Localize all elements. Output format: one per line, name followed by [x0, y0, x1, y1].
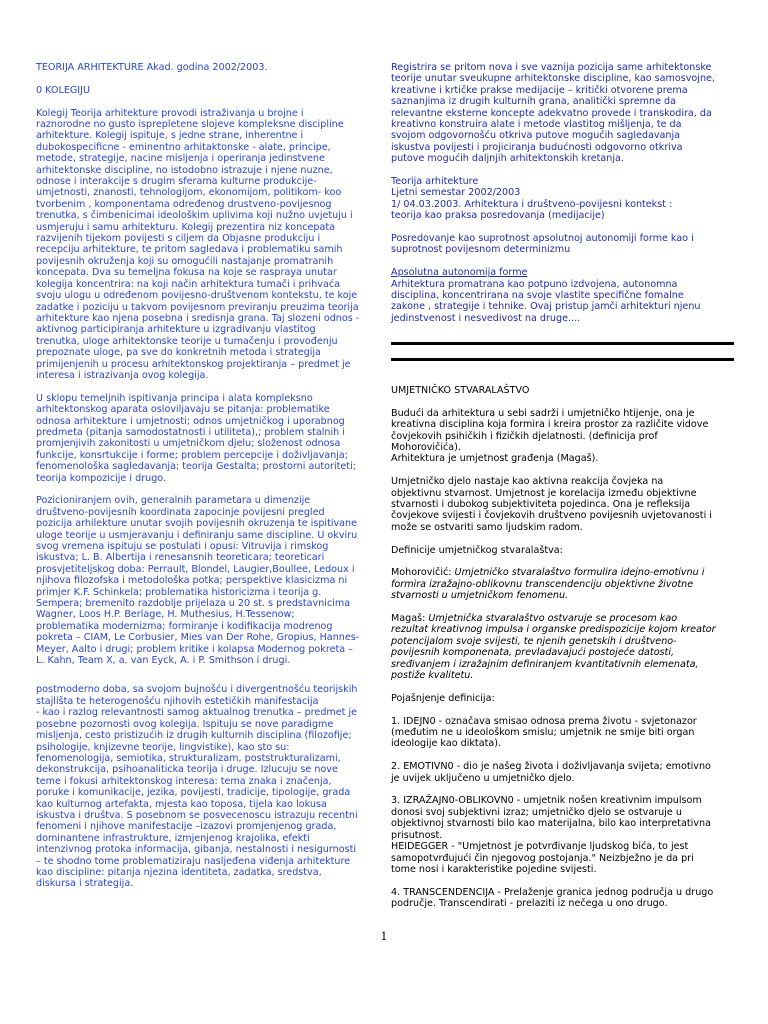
definition-mohorovicic	[391, 567, 736, 601]
autonomy-heading-link[interactable]: Apsolutna autonomija forme	[391, 267, 528, 279]
paragraph-course-intro: Kolegij Teorija arhitekture provodi istraživanja u brojne i raznorodne no gusto isprepletene slojeve kompleksne discipline arhitekture. Kolegij ispituje, s jedne strane, inherentne i dubokospecificne - eminentno arhitaktonske - alate, principe, metode, strategije, nacine misljenja i operiranja jedinstvene arhitektonske discipline, no istodobno istrazuje i njene nuzne, odnose i interakcije s drugim sferama kulturne produkcije- umjetnosti, znanosti, tehnologijom, ekonomijom, politikom- koo tvorbenim , komponentama određenog drustveno-povijesnog trenutka, s čimbenicimai ideološkim uplivima koji nužno uvjetuju i usmjeruju i samu arhitekturu. Kolegij prezentira niz koncepata razvijenih tijekom povijesti s ciljem da Objasne produkciju i recepciju arhitekture, te pritom sagledava i problematiku samih povijesnih okruženja koji su omogućili nastajanje promatranih koncepata. Dva su temeljna fokusa na koje se raspraya unutar kolegija koncentrira: na koji način arhitektura tumači i prihvaća svoju ulogu u određenom povijesno-društvenom kontekstu, te koje zadatke i poziciju u takvom povijesnom previranju preuzima teorija arhitekture kao njena posebna i sredisnja grana. Taj slozeni odnos - aktivnog participiranja arhitekture u izgradivanju vlastitog trenutka, uloge arhitektonske teorije u tumačenju i provođenju prepoznate uloge, pa sve do konkretnih metoda i strategija primijenjenih u procesu arhitektonskog projektiranja – predmet je interesa i istrazivanja ovog kolegija.	[36, 107, 360, 381]
lecture-line: 1/ 04.03.2003. Arhitektura i društveno-povijesni kontekst :	[391, 198, 673, 210]
definition-label: Mohorovičić:	[391, 567, 455, 579]
left-column	[36, 62, 366, 901]
list-item-emotivno: 2. EMOTIVN0 - dio je našeg života i doživljavanja svijeta; emotivno je uvijek uključeno u umjetničko djelo.	[391, 761, 711, 784]
definitions-heading: Definicije umjetničkog stvaralaštva:	[391, 544, 563, 556]
paragraph-fundamentals: U sklopu temeljnih ispitivanja principa i alata kompleksno arhitektonskog aparata osloviljavaju se pitanja: problematike odnosa arhitekture i umjetnosti; odnos umjetničkog i uporabnog predmeta (pitanja samodostatnosti i utiliteta),; problem stalnih i promjenjivih zakonitosti u umjetničkom djelu; složenost odnosa funkcije, konsrtukcije i forme; problem percepcije i doživljavanja; fenomenološka sagledavanja; teorija Gestalta; prostorni autoriteti; teorija kompozicije i drugo.	[36, 392, 356, 484]
document-title: TEORIJA ARHITEKTURE Akad. godina 2002/2003.	[36, 62, 268, 73]
clarification-heading: Pojašnjenje definicija:	[391, 692, 495, 704]
course-title: Teorija arhitekture	[391, 176, 479, 188]
definition-magas	[391, 613, 736, 681]
paragraph-theory-position: Registrira se pritom nova i sve vaznija pozicija same arhitektonske teorije unutar sveukupne arhitektonske discipline, kao samosvojne, kreativne i krtičke prakse medijacije – kritički otvorene prema saznanjima iz drugih kulturnih grana, analitički spremne da relevantne eksterne koncepte adekvatno provede i transkodira, da kreativno konstruira alate i metode vlastitog mišljenja, te da svojom odgovornošću otkriva putove mogućih sagledavanja iskustva povijesti i projiciranja budućnosti odgovorno otkriva putove mogućih daljnjih arhitektonskih kretanja.	[391, 62, 715, 165]
section-heading-o-kolegiju: 0 KOLEGIJU	[36, 84, 90, 96]
definition-label: Magaš:	[391, 613, 429, 625]
list-item-idejno: 1. IDEJN0 - označava smisao odnosa prema životu - svjetonazor (međutim ne u ideološkom smislu; umjetnik ne smije biti organ ideologije kao diktata).	[391, 715, 697, 750]
definition-text: Umjetnička stvaralaštvo ostvaruje se procesom kao rezultat kreativnog impulsa i organske predispozicije kojom kreator potencijalom svoje svijesti, te njenih genetskih i društveno- povijesnih komponenata, prevladavajući postojeće datosti, sređivanjem i izražajnim definiranjem kvantitativnih elemenata, postiže kvalitetu.	[391, 613, 716, 682]
list-item-izrazajno: 3. IZRAŽAJN0-OBLIKOVN0 - umjetnik nošen kreativnim impulsom donosi svoj subjektivni izraz; umjetničko djelo se ostvaruje u objektivnoj stvarnosti bilo kao materijalna, bilo kao interpretativna prisutnost. HEIDEGGER - "Umjetnost je potvrđivanje ljudskog bića, to jest samopotvrđujući čin njegovog postojanja." Neizbježno je da pri tome nosi i karakteristike pojedine svijesti.	[391, 795, 711, 875]
list-item-transcendencija: 4. TRANSCENDENCIJA - Prelaženje granica jednog područja u drugo područje. Transcendirati - prelaziti iz nečega u ono drugo.	[391, 886, 714, 910]
paragraph-postmodern: postmoderno doba, sa svojom bujnošću i divergentnošću teorijskih stajlišta te heterogenošću njihovih estetičkih manifestacija - kao i razlog relevantnosti samog aktualnog trenutka – predmet je posebne pozornosti ovog kolegija. Ispituju se nove paradigme misljenja, cesto pristizućih iz drugih kulturnih disciplina (filozofije; psihologije, knjizevne teorije, lingvistike), kao sto su: fenomenologija, semiotika, strukturalizam, poststrukturalizami, dekonstrukcija, psihoanaliticka teorija i druge. Izlucuju se nove teme i fokusi arhitektonskog interesa: tema znaka i značenja, poruke i komunikacije, jezika, povijesti, tradicije, tipologije, grada kao kulturnog artefakta, mjesta kao toposa, tijela kao lokusa iskustva i društva. S posebnom se posvecenoscu istrazuju recentni fenomeni i njihove manifestacije –izazovi promjenjenog grada, dominantene infrastrukture, izmjenjenog krajolika, efekti intenzivnog protoka informacija, gibanja, nestalnosti i nesigurnosti – te shodno tome problematiziraju nasljeđena viđenja arhitekture kao discipline: pitanja njezina identiteta, zadatka, sredstva, diskursa i strategija.	[36, 684, 358, 890]
right-column-bottom	[391, 385, 736, 921]
horizontal-divider	[391, 358, 734, 361]
page-number: 1	[380, 930, 388, 943]
paragraph-artwork: Umjetničko djelo nastaje kao aktivna reakcija čovjeka na objektivnu stvarnost. Umjetnost je korelacija između objektivne stvarnosti i dubokog subjektiviteta pojedinca. Ona je refleksija čovjekove svijesti i čovjekovih društveno povijesnih uvjetovanosti i može se ostvariti samo ljudskim radom.	[391, 476, 712, 533]
horizontal-divider	[391, 342, 734, 345]
definition-text: Umjetničko stvaralaštvo formulira idejno-emotivnu i formira izražajno-oblikovnu transcendenciju objektivne životne stvarnosti u umjetničkom fenomenu.	[391, 567, 705, 602]
semester-line: Ljetni semestar 2002/2003	[391, 187, 521, 199]
right-column-top	[391, 62, 736, 336]
lecture-subtitle: teorija kao praksa posredovanja (medijacije)	[391, 210, 605, 222]
paragraph-mediation: Posredovanje kao suprotnost apsolutnoj autonomiji forme kao i suprotnost povijesnom determinizmu	[391, 233, 694, 256]
paragraph-historical-overview: Pozicioniranjem ovih, generalnih parametara u dimenzije društveno-povijesnih koordinata zapocinje povijesni pregled pozicija arhilekture unutar svojih povijesnih okruzenja te ispitivane uloge teorije u usmjeravanju i definiranju same discipline. U okviru svog vremena ispituju se postulati i opusi: Vitruvija i rimskog iskustva; L. B. Albertija i renesansnih teoreticara; teoreticari prosvjetiteljskog doba: Perrault, Blondel, Laugier,Boullee, Ledoux i njihova filozofska i metodološka potka; perspektive klasicizma ni primjer K.F. Schinkela; problematika historicizma i teorija g. Sempera; bremenito razdoblje prijelaza u 20 st. s predstavnicima Wagner, Loos H.P. Berlage, H. Muthesius, H.Tessenow; problematika modernizma; formiranje i kodifikacija modrenog pokreta – CIAM, Le Corbusier, Mies van Der Rohe, Gropius, Hannes- Meyer, Aalto i drugi; problem kritike i kolapsa Modernog pokreta – L. Kahn, Team X, a. van Eyck, A. i P. Smithson i drugi.	[36, 495, 360, 667]
paragraph-autonomy: Arhitektura promatrana kao potpuno izdvojena, autonomna disciplina, koncentrirana na svoje vlastite specifične fomalne zakone , strategije i tehnike. Ovaj pristup jamči arhitekturi njenu jedinstvenost i nesvedivost na druge....	[391, 278, 701, 324]
section-heading-art-creation: UMJETNIČKO STVARALAŠTVO	[391, 385, 530, 396]
paragraph-architecture-art: Budući da arhitektura u sebi sadrži i umjetničko htijenje, ona je kreativna disciplina koja formira i kreira prostor za različite vidove čovjekovih psihičkih i fizičkih djelatnosti. (definicija prof Mohorovičića). Arhitektura je umjetnost građenja (Magaš).	[391, 407, 709, 465]
